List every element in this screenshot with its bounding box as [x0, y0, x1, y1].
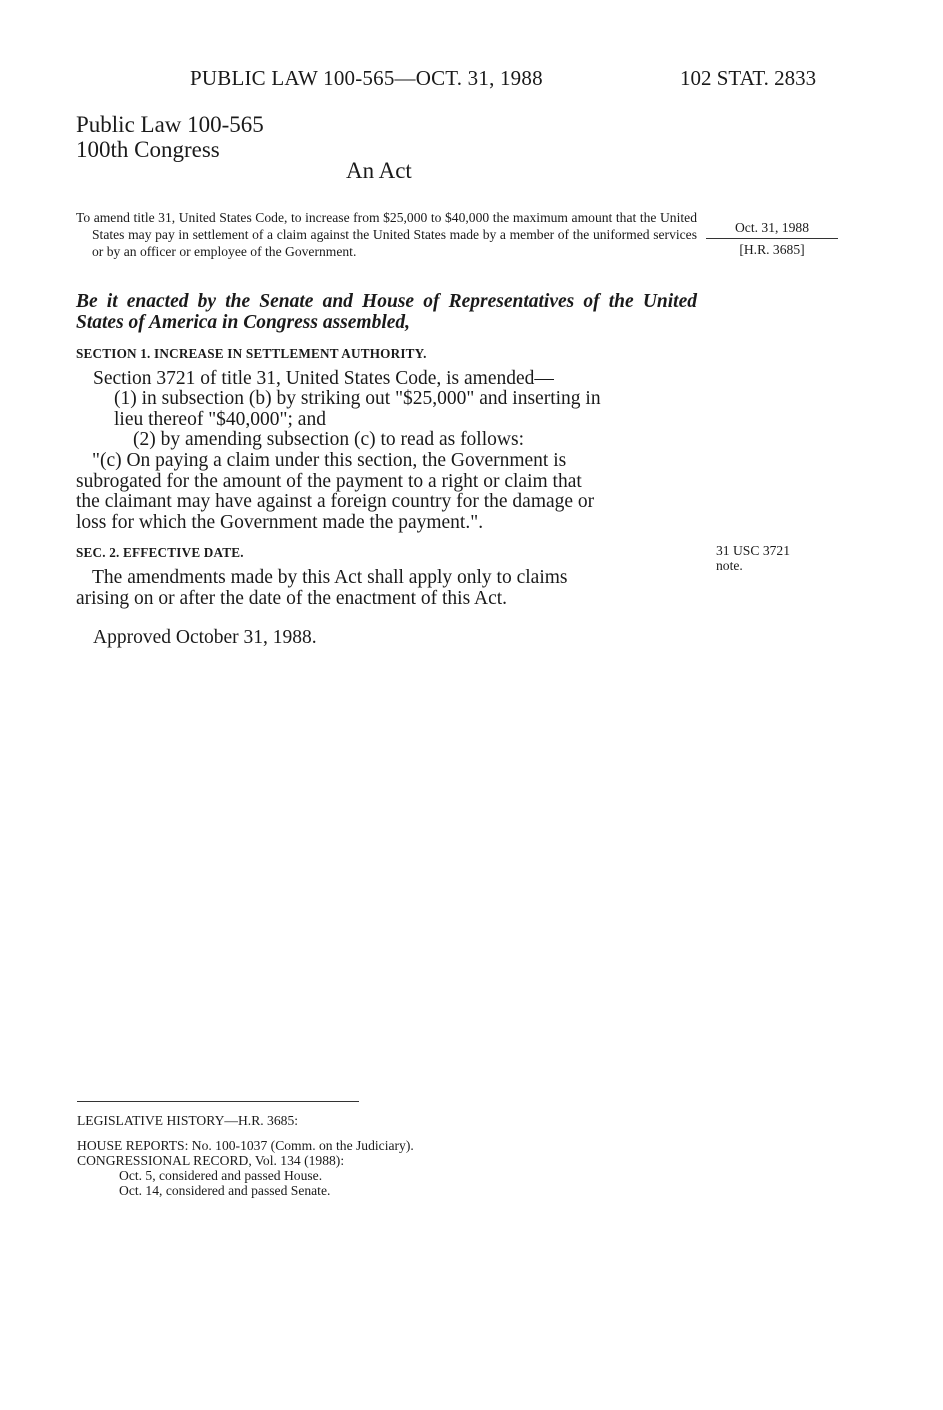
congress-number: 100th Congress — [76, 137, 220, 162]
legislative-history-heading: LEGISLATIVE HISTORY—H.R. 3685: — [77, 1113, 299, 1128]
act-title: An Act — [346, 158, 412, 183]
running-head: PUBLIC LAW 100-565—OCT. 31, 1988 — [190, 66, 543, 90]
quoted-subsection-c — [76, 451, 698, 533]
bill-number: [H.R. 3685] — [739, 242, 805, 257]
section-1-heading: SECTION 1. INCREASE IN SETTLEMENT AUTHORITY. — [76, 346, 427, 361]
effective-line: The amendments made by this Act shall apply only to claims — [92, 567, 568, 588]
quote-line: subrogated for the amount of the payment to a right or claim that — [76, 470, 582, 492]
section-1-intro: Section 3721 of title 31, United States Code, is amended— — [93, 368, 554, 389]
item-1-line-1: (1) in subsection (b) by striking out "$25,000" and inserting in — [114, 388, 601, 409]
usc-note-label: note. — [716, 558, 743, 573]
history-entry: Oct. 5, considered and passed House. — [119, 1168, 323, 1183]
usc-citation: 31 USC 3721 — [716, 543, 791, 558]
congressional-record: CONGRESSIONAL RECORD, Vol. 134 (1988): — [77, 1153, 345, 1168]
marginal-date-note — [706, 220, 838, 258]
effective-line: arising on or after the date of the enactment of this Act. — [76, 587, 508, 609]
approval-date: Approved October 31, 1988. — [93, 627, 317, 648]
footnote-divider — [77, 1101, 359, 1102]
law-title-block — [76, 112, 264, 162]
enacting-clause: Be it enacted by the Senate and House of Representatives of the United States of America in Congress assembled, — [76, 291, 697, 333]
quote-line: "(c) On paying a claim under this section, the Government is — [92, 450, 567, 471]
item-1-line-2: lieu thereof "$40,000"; and — [114, 408, 326, 430]
legislative-history-body — [77, 1138, 414, 1198]
house-reports: HOUSE REPORTS: No. 100-1037 (Comm. on the Judiciary). — [77, 1138, 414, 1153]
act-summary: To amend title 31, United States Code, to increase from $25,000 to $40,000 the maximum amount that the United States may pay in settlement of a claim against the United States made by a member of the uniformed services or by an officer or employee of the Government. — [76, 210, 697, 259]
quote-line: loss for which the Government made the payment.". — [76, 511, 484, 533]
section-1-item-2: (2) by amending subsection (c) to read as follows: — [133, 429, 524, 450]
quote-line: the claimant may have against a foreign country for the damage or — [76, 491, 595, 512]
enactment-date: Oct. 31, 1988 — [706, 220, 838, 239]
marginal-usc-note — [716, 543, 790, 573]
section-2-heading: SEC. 2. EFFECTIVE DATE. — [76, 545, 244, 560]
section-2-text — [76, 568, 698, 609]
history-entry: Oct. 14, considered and passed Senate. — [119, 1183, 331, 1198]
section-1-item-1 — [114, 389, 698, 430]
public-law-number: Public Law 100-565 — [76, 112, 264, 137]
stat-reference: 102 STAT. 2833 — [680, 66, 817, 90]
